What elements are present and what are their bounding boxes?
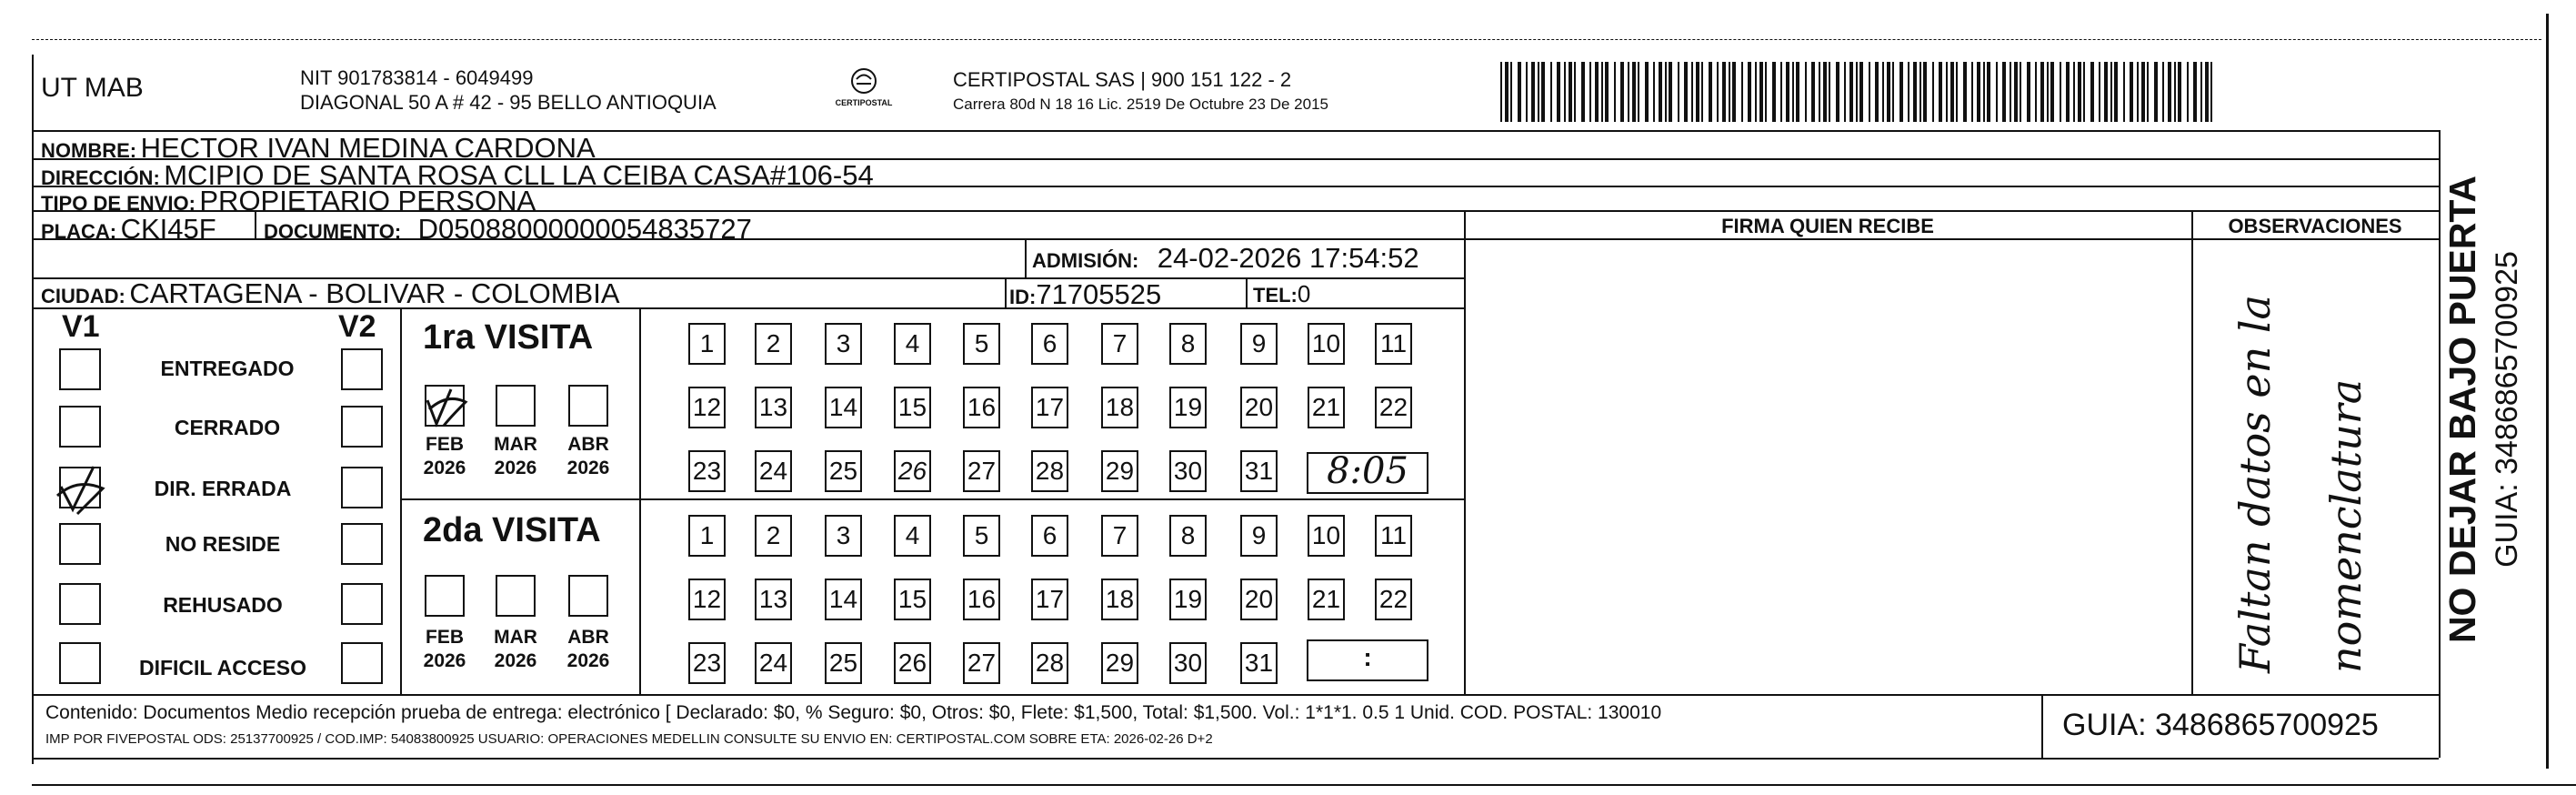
plate-value: CKI45F (120, 213, 216, 245)
document-label: DOCUMENTO: (264, 220, 402, 243)
second-month-mar-year: 2026 (494, 650, 537, 671)
admission-value: 24-02-2026 17:54:52 (1157, 242, 1419, 274)
city-value: CARTAGENA - BOLIVAR - COLOMBIA (129, 277, 620, 309)
day-box-29[interactable]: 29 (1101, 642, 1138, 684)
day-box-2[interactable]: 2 (755, 515, 792, 557)
v1-checkbox-rehusado[interactable] (59, 583, 101, 625)
day-box-25[interactable]: 25 (825, 450, 862, 492)
day-box-28[interactable]: 28 (1031, 450, 1068, 492)
day-box-9[interactable]: 9 (1240, 323, 1278, 365)
day-box-28[interactable]: 28 (1031, 642, 1068, 684)
day-box-17[interactable]: 17 (1031, 579, 1068, 620)
tel-row (1253, 280, 1310, 308)
day-box-9[interactable]: 9 (1240, 515, 1278, 557)
day-box-15[interactable]: 15 (894, 579, 931, 620)
day-box-29[interactable]: 29 (1101, 450, 1138, 492)
observation-handwritten (2210, 255, 2391, 673)
first-month-feb-label: FEB (426, 434, 464, 455)
day-box-4[interactable]: 4 (894, 515, 931, 557)
second-month-abr-label: ABR (567, 627, 609, 648)
footer-imp-line: IMP POR FIVEPOSTAL ODS: 25137700925 / COD.IMP: 54083800925 USUARIO: OPERACIONES MEDELLIN CONSULTE SU ENVIO EN: CERTIPOSTAL.COM SOBRE ETA: 2026-02-26 D+2 (45, 731, 1213, 747)
v1-checkbox-no-reside[interactable] (59, 523, 101, 565)
day-box-10[interactable]: 10 (1308, 515, 1345, 557)
day-box-4[interactable]: 4 (894, 323, 931, 365)
day-box-7[interactable]: 7 (1101, 515, 1138, 557)
day-box-6[interactable]: 6 (1031, 323, 1068, 365)
option-rehusado: REHUSADO (163, 593, 283, 617)
day-box-6[interactable]: 6 (1031, 515, 1068, 557)
footer-guide-number: GUIA: 3486865700925 (2062, 708, 2379, 742)
second-mar-checkbox[interactable] (496, 575, 536, 617)
plate-divider (255, 210, 256, 238)
day-box-19[interactable]: 19 (1169, 579, 1207, 620)
tel-label: TEL: (1253, 284, 1298, 307)
signature-col-line (1464, 210, 1466, 694)
option-no-reside: NO RESIDE (165, 532, 281, 556)
day-box-5[interactable]: 5 (963, 323, 1000, 365)
first-month-abr-label: ABR (567, 434, 609, 455)
option-dir-errada: DIR. ERRADA (154, 477, 292, 500)
first-month-feb (417, 433, 472, 480)
visits-mid-line (400, 498, 1464, 500)
day-box-22[interactable]: 22 (1375, 579, 1412, 620)
bottom-border (32, 784, 2576, 786)
city-label: CIUDAD: (41, 285, 125, 307)
first-mar-checkbox[interactable] (496, 385, 536, 427)
day-box-16[interactable]: 16 (963, 579, 1000, 620)
name-value: HECTOR IVAN MEDINA CARDONA (140, 132, 596, 164)
side-warning: NO DEJAR BAJO PUERTA (2441, 175, 2483, 644)
first-visit-title: 1ra VISITA (423, 318, 594, 357)
plate-label: PLACA: (41, 220, 117, 243)
tel-value: 0 (1297, 280, 1311, 307)
day-box-21[interactable]: 21 (1308, 387, 1345, 428)
observations-label: OBSERVACIONES (2228, 215, 2402, 237)
day-box-21[interactable]: 21 (1308, 579, 1345, 620)
day-box-27[interactable]: 27 (963, 642, 1000, 684)
name-label: NOMBRE: (41, 139, 137, 162)
plate-row (41, 213, 216, 246)
observations-col-line (2191, 210, 2193, 694)
option-entregado: ENTREGADO (160, 357, 295, 380)
second-month-abr (561, 626, 616, 673)
day-box-31[interactable]: 31 (1240, 450, 1278, 492)
day-box-13[interactable]: 13 (755, 387, 792, 428)
day-box-18[interactable]: 18 (1101, 387, 1138, 428)
sender-address: DIAGONAL 50 A # 42 - 95 BELLO ANTIOQUIA (300, 91, 717, 114)
day-box-19[interactable]: 19 (1169, 387, 1207, 428)
second-month-feb-label: FEB (426, 627, 464, 648)
day-box-17[interactable]: 17 (1031, 387, 1068, 428)
second-month-abr-year: 2026 (566, 650, 610, 671)
day-box-1[interactable]: 1 (688, 515, 726, 557)
second-time-value: : (1363, 643, 1372, 671)
day-box-22[interactable]: 22 (1375, 387, 1412, 428)
right-border (2546, 14, 2549, 769)
address-value: MCIPIO DE SANTA ROSA CLL LA CEIBA CASA#106-54 (164, 159, 874, 191)
barcode (1500, 62, 2219, 122)
day-box-23[interactable]: 23 (688, 450, 726, 492)
v2-checkbox-entregado[interactable] (341, 348, 383, 390)
day-box-26[interactable]: 26 (894, 642, 931, 684)
city-row (41, 277, 620, 310)
table-bottom-line (32, 758, 2439, 760)
type-value: PROPIETARIO PERSONA (199, 185, 536, 216)
day-box-8[interactable]: 8 (1169, 323, 1207, 365)
day-box-14[interactable]: 14 (825, 579, 862, 620)
day-box-20[interactable]: 20 (1240, 387, 1278, 428)
second-month-mar (488, 626, 543, 673)
day-box-14[interactable]: 14 (825, 387, 862, 428)
day-box-3[interactable]: 3 (825, 323, 862, 365)
first-month-mar (488, 433, 543, 480)
day-box-18[interactable]: 18 (1101, 579, 1138, 620)
day-box-2[interactable]: 2 (755, 323, 792, 365)
visits-divider-2 (639, 307, 641, 694)
side-guide: GUIA: 3486865700925 (2490, 251, 2524, 568)
visits-divider-1 (400, 307, 402, 694)
option-cerrado: CERRADO (174, 416, 281, 439)
day-box-15[interactable]: 15 (894, 387, 931, 428)
type-label: TIPO DE ENVIO: (41, 192, 195, 215)
day-box-11[interactable]: 11 (1375, 323, 1412, 365)
first-month-abr-year: 2026 (566, 458, 610, 478)
second-visit-title: 2da VISITA (423, 511, 601, 549)
day-box-8[interactable]: 8 (1169, 515, 1207, 557)
day-box-12[interactable]: 12 (688, 579, 726, 620)
day-box-25[interactable]: 25 (825, 642, 862, 684)
day-box-23[interactable]: 23 (688, 642, 726, 684)
signature-header-line (1464, 238, 2439, 240)
second-month-feb-year: 2026 (423, 650, 466, 671)
day-box-24[interactable]: 24 (755, 642, 792, 684)
day-box-26[interactable]: 26 (894, 450, 931, 492)
first-month-feb-year: 2026 (423, 458, 466, 478)
v2-checkbox-no-reside[interactable] (341, 523, 383, 565)
admission-row (1032, 242, 1419, 275)
first-month-mar-year: 2026 (494, 458, 537, 478)
v1-checkbox-cerrado[interactable] (59, 406, 101, 448)
left-border (32, 55, 34, 764)
day-box-1[interactable]: 1 (688, 323, 726, 365)
day-box-12[interactable]: 12 (688, 387, 726, 428)
second-month-mar-label: MAR (494, 627, 537, 648)
second-month-feb (417, 626, 472, 673)
second-feb-checkbox[interactable] (425, 575, 465, 617)
tel-divider (1246, 277, 1248, 307)
v2-checkbox-cerrado[interactable] (341, 406, 383, 448)
day-box-31[interactable]: 31 (1240, 642, 1278, 684)
day-box-30[interactable]: 30 (1169, 450, 1207, 492)
footer-top-line (32, 694, 2439, 696)
day-box-30[interactable]: 30 (1169, 642, 1207, 684)
day-box-27[interactable]: 27 (963, 450, 1000, 492)
company-code: UT MAB (41, 73, 144, 103)
id-divider (1005, 277, 1007, 307)
day-box-13[interactable]: 13 (755, 579, 792, 620)
certipostal-logo (832, 65, 896, 111)
id-row (1009, 278, 1161, 311)
document-value: D05088000000054835727 (417, 213, 752, 245)
top-border (32, 39, 2541, 40)
v1-checkbox-entregado[interactable] (59, 348, 101, 390)
observation-text: Faltan datos en la nomenclatura (2230, 295, 2371, 673)
v2-checkbox-rehusado[interactable] (341, 583, 383, 625)
v2-checkbox-dir-errada[interactable] (341, 467, 383, 508)
v1-label: V1 (62, 309, 100, 344)
second-abr-checkbox[interactable] (568, 575, 608, 617)
signature-label: FIRMA QUIEN RECIBE (1721, 215, 1934, 237)
carrier-license: Carrera 80d N 18 16 Lic. 2519 De Octubre 23 De 2015 (953, 96, 1328, 113)
id-label: ID: (1009, 286, 1037, 308)
carrier-name: CERTIPOSTAL SAS | 900 151 122 - 2 (953, 68, 1292, 91)
day-box-16[interactable]: 16 (963, 387, 1000, 428)
day-box-3[interactable]: 3 (825, 515, 862, 557)
day-box-5[interactable]: 5 (963, 515, 1000, 557)
day-box-7[interactable]: 7 (1101, 323, 1138, 365)
first-time-handwritten: 8:05 (1327, 450, 1408, 492)
first-month-abr (561, 433, 616, 480)
day-box-24[interactable]: 24 (755, 450, 792, 492)
admission-label: ADMISIÓN: (1032, 249, 1139, 272)
dir-errada-check-mark (50, 459, 114, 518)
footer-content-line: Contenido: Documentos Medio recepción prueba de entrega: electrónico [ Declarado: $0, % Seguro: $0, Otros: $0, Flete: $1,500, Total: $1,500. Vol.: 1*1*1. 0.5 1 Unid. COD. POSTAL: 130010 (45, 702, 1662, 723)
v2-checkbox-dificil-acceso[interactable] (341, 642, 383, 684)
id-value: 71705525 (1036, 278, 1162, 310)
nit-text: NIT 901783814 - 6049499 (300, 66, 534, 89)
v2-label: V2 (338, 309, 376, 344)
first-abr-checkbox[interactable] (568, 385, 608, 427)
logo-text: CERTIPOSTAL (835, 98, 893, 107)
day-box-20[interactable]: 20 (1240, 579, 1278, 620)
document-row (264, 213, 752, 246)
option-dificil-acceso: DIFICIL ACCESO (138, 656, 306, 679)
footer-guide-divider (2041, 694, 2043, 758)
address-label: DIRECCIÓN: (41, 166, 160, 189)
day-box-11[interactable]: 11 (1375, 515, 1412, 557)
first-feb-check-mark (420, 380, 475, 431)
first-month-mar-label: MAR (494, 434, 537, 455)
v1-checkbox-dificil-acceso[interactable] (59, 642, 101, 684)
day-box-10[interactable]: 10 (1308, 323, 1345, 365)
